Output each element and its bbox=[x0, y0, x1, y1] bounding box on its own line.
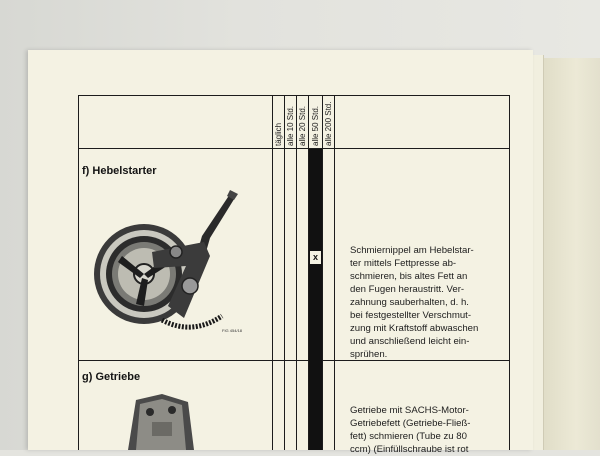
column-divider bbox=[296, 95, 297, 450]
description-line: bei festgestellter Verschmut- bbox=[350, 310, 472, 321]
description-line: zahnung sauberhalten, d. h. bbox=[350, 297, 469, 308]
description-line: zung mit Kraftstoff abwaschen bbox=[350, 323, 479, 334]
lever-starter-illustration bbox=[92, 186, 242, 346]
gearbox-illustration bbox=[122, 392, 202, 450]
table-header-rule bbox=[78, 148, 510, 149]
section-title: g) Getriebe bbox=[82, 371, 141, 383]
description-line: ter mittels Fettpresse ab- bbox=[350, 258, 457, 269]
figure-number: FIG 454/18 bbox=[222, 328, 243, 333]
column-header-200h: alle 200 Std. bbox=[324, 101, 333, 146]
column-divider bbox=[272, 95, 273, 450]
description-line: und anschließend leicht ein- bbox=[350, 336, 470, 347]
description-line: den Fugen heraustritt. Ver- bbox=[350, 284, 465, 295]
description-line: Getriebefett (Getriebe-Fließ- bbox=[350, 418, 471, 429]
description-line: schmieren, bis altes Fett an bbox=[350, 271, 468, 282]
column-header-20h: alle 20 Std. bbox=[298, 105, 307, 146]
section-title: f) Hebelstarter bbox=[82, 165, 157, 177]
column-header-10h: alle 10 Std. bbox=[286, 105, 295, 146]
description-line: Schmiernippel am Hebelstar- bbox=[350, 245, 474, 256]
interval-mark: x bbox=[310, 251, 321, 264]
column-header-50h: alle 50 Std. bbox=[311, 105, 320, 146]
description-line: ccm) (Einfüllschraube ist rot bbox=[350, 444, 469, 455]
description-line: fett) schmieren (Tube zu 80 bbox=[350, 431, 467, 442]
facing-page bbox=[540, 58, 600, 450]
column-divider bbox=[322, 95, 323, 450]
interval-50h-column-bar bbox=[309, 149, 322, 450]
section-description bbox=[350, 404, 471, 456]
column-header-daily: täglich bbox=[274, 122, 283, 146]
section-description bbox=[350, 244, 478, 361]
column-divider bbox=[334, 95, 335, 450]
column-divider bbox=[284, 95, 285, 450]
description-line: sprühen. bbox=[350, 349, 388, 360]
description-line: Getriebe mit SACHS-Motor- bbox=[350, 405, 469, 416]
